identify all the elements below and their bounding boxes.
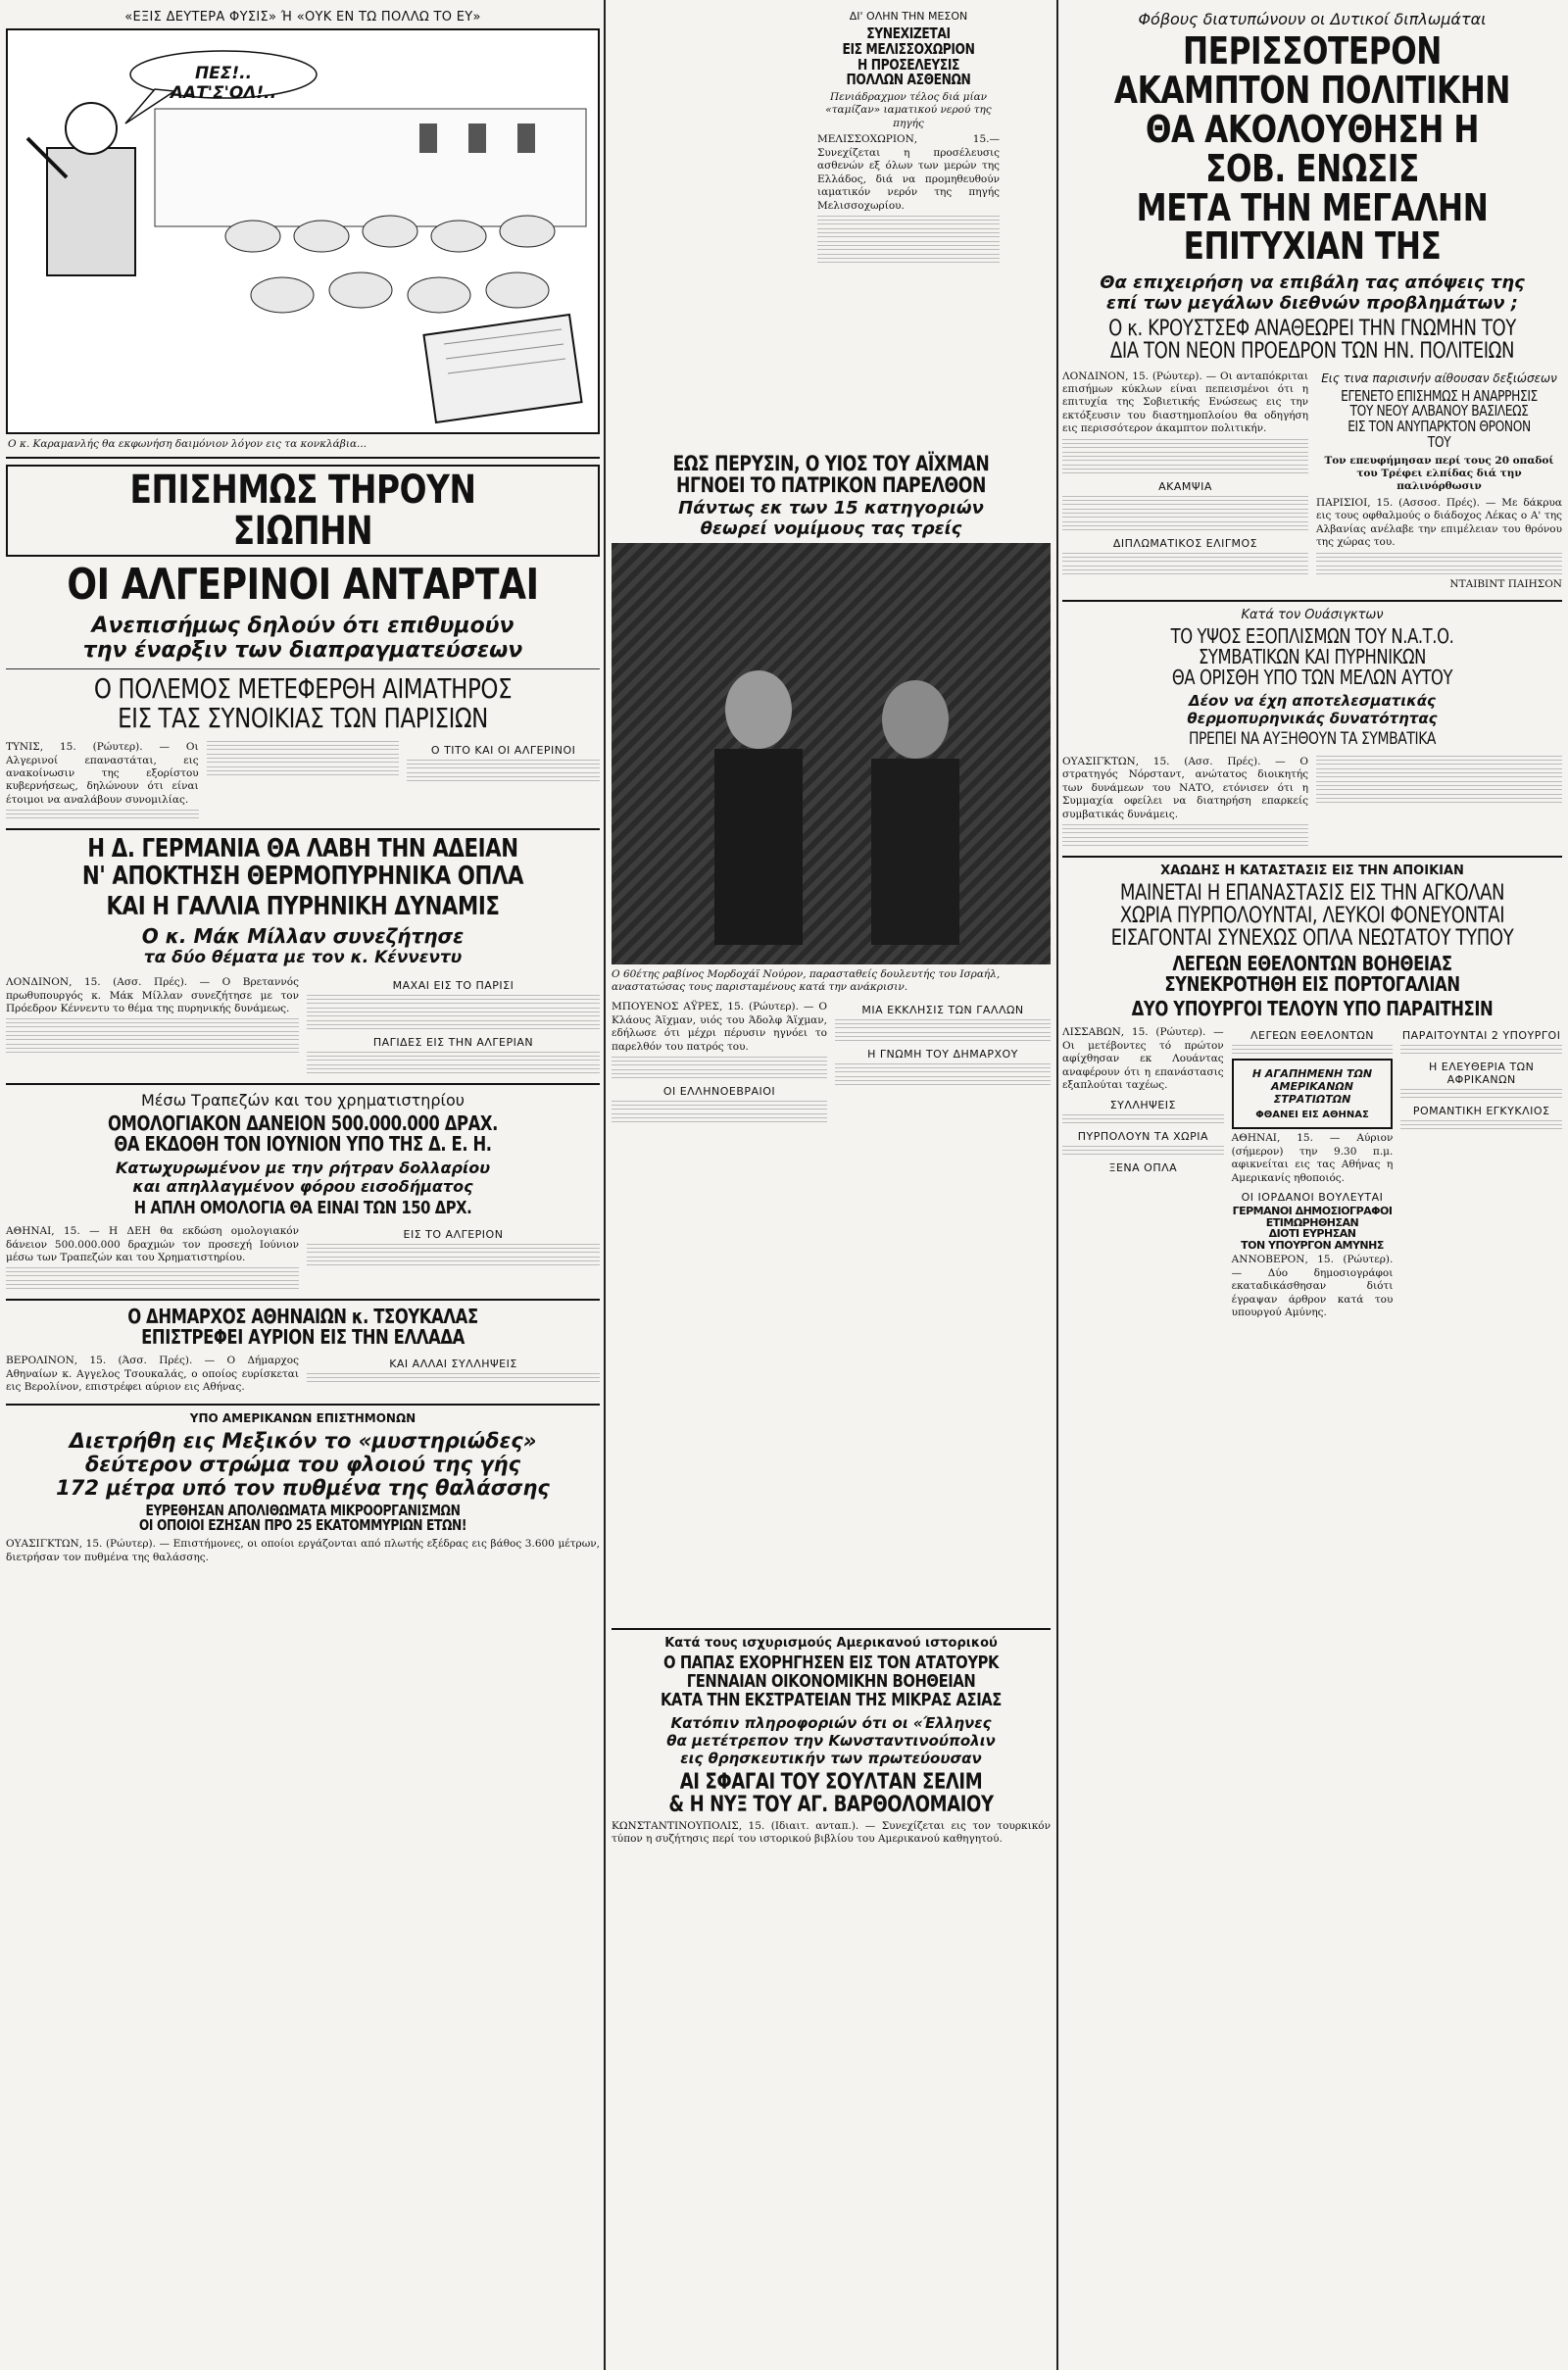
mexico-body: ΟΥΑΣΙΓΚΤΩΝ, 15. (Ρώυτερ). — Επιστήμονες, οι οποίοι εργάζονται από πλωτής εξέδρας εις βάθος 3.600 μέτρων, διετρήσαν τον πυθμένα της θαλάσσης. (6, 1538, 600, 1563)
algeria-sub2-2: ΕΙΣ ΤΑΣ ΣΥΝΟΙΚΙΑΣ ΤΩΝ ΠΑΡΙΣΙΩΝ (118, 701, 488, 734)
germany-body: ΛΟΝΔΙΝΟΝ, 15. (Ασσ. Πρές). — Ο Βρεταννός πρωθυπουργός κ. Μάκ Μίλλαν συνεζήτησε με τον Πρόεδρον Κέννεντυ το θέμα της πυρηνικής δυνάμεως. (6, 976, 299, 1015)
soviet-headline-3: ΜΕΤΑ ΤΗΝ ΜΕΓΑΛΗΝ ΕΠΙΤΥΧΙΑΝ ΤΗΣ (1136, 185, 1489, 269)
algeria-headline-box (6, 465, 600, 557)
eichmann-photo (612, 543, 1051, 964)
angola-iordan-heading: ΟΙ ΙΟΡΔΑΝΟΙ ΒΟΥΛΕΥΤΑΙ (1241, 1191, 1384, 1205)
papas-sub-3: εις θρησκευτικήν των πρωτεύουσαν (680, 1749, 982, 1767)
nato-headline-2: ΣΥΜΒΑΤΙΚΩΝ ΚΑΙ ΠΥΡΗΝΙΚΩΝ (1198, 645, 1427, 669)
nato-headline-1: ΤΟ ΥΨΟΣ ΕΞΟΠΛΙΣΜΩΝ ΤΟΥ Ν.Α.Τ.Ο. (1170, 624, 1454, 649)
algeria-columns (6, 738, 600, 822)
algeria-machai-heading: ΜΑΧΑΙ ΕΙΣ ΤΟ ΠΑΡΙΣΙ (392, 979, 514, 993)
algeria-body: ΤΥΝΙΣ, 15. (Ρώυτερ). — Οι Αλγερινοί επαναστάται, εις ανακοίνωσιν της εξορίστου κυβερνήσεως, δηλώνουν ότι είναι έτοιμοι να αναλάβουν συνομιλίας. (6, 741, 199, 806)
soviet-diplo-heading: ΔΙΠΛΩΜΑΤΙΚΟΣ ΕΛΙΓΜΟΣ (1112, 536, 1258, 550)
germany-columns (6, 973, 600, 1077)
germany-headline-2: Ν' ΑΠΟΚΤΗΣΗ ΘΕΡΜΟΠΥΡΗΝΙΚΑ ΟΠΛΑ (81, 861, 524, 891)
angola-romantiki-heading: ΡΟΜΑΝΤΙΚΗ ΕΓΚΥΚΛΙΟΣ (1412, 1105, 1550, 1118)
soviet-sub2-2: ΔΙΑ ΤΟΝ ΝΕΟΝ ΠΡΟΕΔΡΟΝ ΤΩΝ ΗΝ. ΠΟΛΙΤΕΙΩΝ (1109, 339, 1515, 365)
germany-sub-2: τα δύο θέματα με τον κ. Κέννεντυ (143, 948, 463, 968)
melisso-block (817, 6, 1000, 267)
loan-headline-1: ΟΜΟΛΟΓΙΑΚΟΝ ΔΑΝΕΙΟΝ 500.000.000 ΔΡΑΧ. (108, 1111, 498, 1136)
albania-headline-2: ΤΟΥ ΝΕΟΥ ΑΛΒΑΝΟΥ ΒΑΣΙΛΕΩΣ (1349, 402, 1529, 420)
algeria-sub-1: Ανεπισήμως δηλούν ότι επιθυμούν (91, 614, 514, 639)
loan-kicker: Μέσω Τραπεζών και του χρηματιστηρίου (140, 1091, 466, 1111)
mexico-headline-2: δεύτερον στρώμα του φλοιού της γής (84, 1452, 521, 1476)
melisso-sub: Πενιάδραχμον τέλος διά μίαν «ταμίζαν» ιαματικού νερού της πηγής (825, 91, 992, 129)
melisso-headline-4: ΠΟΛΛΩΝ ΑΣΘΕΝΩΝ (846, 71, 971, 89)
loan-body: ΑΘΗΝΑΙ, 15. — Η ΔΕΗ θα εκδώση ομολογιακόν δάνειον 500.000.000 δραχμών τον προσεχή Ιούνιον μέσω των Τραπεζών και του Χρηματιστηρίου. (6, 1225, 299, 1263)
eichmann-ellin-heading: ΟΙ ΕΛΛΗΝΟΕΒΡΑΙΟΙ (662, 1085, 776, 1099)
albania-sub: Τον επευφήμησαν περί τους 20 οπαδοί του Τρέφει ελπίδας διά την παλινόρθωσιν (1324, 454, 1554, 493)
eichmann-sub-2: θεωρεί νομίμους τας τρείς (700, 518, 962, 540)
loan-sub-2: και απηλλαγμένον φόρου εισοδήματος (132, 1177, 473, 1197)
papas-headline-1: Ο ΠΑΠΑΣ ΕΧΟΡΗΓΗΣΕΝ ΕΙΣ ΤΟΝ ΑΤΑΤΟΥΡΚ (662, 1653, 1000, 1673)
mexico-kicker: ΥΠΟ ΑΜΕΡΙΚΑΝΩΝ ΕΠΙΣΤΗΜΟΝΩΝ (189, 1410, 416, 1425)
soviet-sub2-1: Ο κ. ΚΡΟΥΣΤΣΕΦ ΑΝΑΘΕΩΡΕΙ ΤΗΝ ΓΝΩΜΗΝ ΤΟΥ (1108, 317, 1516, 342)
soviet-kicker: Φόβους διατυπώνουν οι Δυτικοί διπλωμάται (1138, 10, 1487, 28)
eichmann-photo-figures (612, 543, 1051, 964)
eichmann-gnomi-heading: Η ΓΝΩΜΗ ΤΟΥ ΔΗΜΑΡΧΟΥ (867, 1048, 1018, 1062)
col-left (6, 0, 600, 2370)
melisso-body: ΜΕΛΙΣΣΟΧΩΡΙΟΝ, 15.— Συνεχίζεται η προσέλευσις ασθενών εξ όλων των μερών της Ελλάδος, διά να προμηθευθούν ιαματικόν νερόν της πηγής Μελισσοχωρίου. (817, 133, 1000, 212)
algeria-kai-heading: ΚΑΙ ΑΛΛΑΙ ΣΥΛΛΗΨΕΙΣ (389, 1358, 517, 1371)
eichmann-caption: Ο 60έτης ραβίνος Μορδοχάϊ Νούρον, παρασταθείς δουλευτής του Ισραήλ, αναστατώσας τους παρισταμένους κατά την ανάκρισιν. (612, 968, 1001, 994)
loan-columns (6, 1222, 600, 1293)
papas-kicker: Κατά τους ισχυρισμούς Αμερικανού ιστορικού (664, 1636, 998, 1651)
angola-pyr-heading: ΠΥΡΠΟΛΟΥΝ ΤΑ ΧΩΡΙΑ (1077, 1129, 1208, 1143)
algeria-trap-heading: ΠΑΓΙΔΕΣ ΕΙΣ ΤΗΝ ΑΛΓΕΡΙΑΝ (372, 1036, 534, 1050)
albania-signature: ΝΤΑΙΒΙΝΤ ΠΑΙΗΣΟΝ (1449, 577, 1562, 590)
stratiotes-sub: ΦΘΑΝΕΙ ΕΙΣ ΑΘΗΝΑΣ (1255, 1110, 1369, 1121)
stratiotes-kicker: Η ΑΓΑΠΗΜΕΝΗ ΤΩΝ ΑΜΕΡΙΚΑΝΩΝ ΣΤΡΑΤΙΩΤΩΝ (1251, 1067, 1373, 1107)
nato-headline-3: ΘΑ ΟΡΙΣΘΗ ΥΠΟ ΤΩΝ ΜΕΛΩΝ ΑΥΤΟΥ (1171, 666, 1453, 690)
journalists-headline-1: ΓΕΡΜΑΝΟΙ ΔΗΜΟΣΙΟΓΡΑΦΟΙ (1232, 1205, 1393, 1218)
melisso-headline-1: ΣΥΝΕΧΙΖΕΤΑΙ (866, 25, 951, 42)
angola-paraitisi-heading: ΠΑΡΑΙΤΟΥΝΤΑΙ 2 ΥΠΟΥΡΓΟΙ (1401, 1029, 1561, 1043)
angola-columns (1062, 1023, 1562, 1322)
melisso-headline-2: ΕΙΣ ΜΕΛΙΣΣΟΧΩΡΙΟΝ (842, 39, 975, 58)
papas-sub2-2: & Η ΝΥΞ ΤΟΥ ΑΓ. ΒΑΡΘΟΛΟΜΑΙΟΥ (668, 1792, 994, 1817)
mayor-headline-2: ΕΠΙΣΤΡΕΦΕΙ ΑΥΡΙΟΝ ΕΙΣ ΤΗΝ ΕΛΛΑΔΑ (141, 1325, 465, 1350)
nato-columns (1062, 753, 1562, 850)
angola-zena-heading: ΞΕΝΑ ΟΠΛΑ (1108, 1160, 1178, 1174)
angola-body: ΛΙΣΣΑΒΩΝ, 15. (Ρώυτερ). — Οι μετέβοντες τό πρώτον αφίχθησαν εκ Λουάντας αναφέρουν ότι η επανάστασις εξαπλούται ταχέως. (1062, 1026, 1224, 1092)
angola-syll-heading: ΣΥΛΛΗΨΕΙΣ (1109, 1098, 1176, 1111)
cartoon-speech: ΠΕΣ!.. ΑΑΤ'Σ'ΟΛ!.. (170, 64, 277, 103)
col-middle (612, 0, 1051, 2370)
albania-kicker: Εις τινα παρισινήν αίθουσαν δεξιώσεων (1321, 370, 1557, 385)
nato-sub2: ΠΡΕΠΕΙ ΝΑ ΑΥΞΗΘΟΥΝ ΤΑ ΣΥΜΒΑΤΙΚΑ (1188, 729, 1437, 750)
mexico-headline-1: Διετρήθη εις Μεξικόν το «μυστηριώδες» (69, 1428, 537, 1453)
loan-sub2: Η ΑΠΛΗ ΟΜΟΛΟΓΙΑ ΘΑ ΕΙΝΑΙ ΤΩΝ 150 ΔΡΧ. (133, 1198, 472, 1219)
stratiotes-body: ΑΘΗΝΑΙ, 15. — Αύριον (σήμερον) την 9.30 π.μ. αφικνείται εις τας Αθήνας η Αμερικανίς ηθοποιός. (1231, 1132, 1394, 1184)
journalists-body: ΑΝΝΟΒΕΡΟΝ, 15. (Ρώυτερ). — Δύο δημοσιογράφοι εκαταδικάσθησαν διότι έγραψαν άρθρον κατά του υπουργού Αμύνης. (1231, 1254, 1394, 1319)
papas-sub2-1: ΑΙ ΣΦΑΓΑΙ ΤΟΥ ΣΟΥΛΤΑΝ ΣΕΛΙΜ (679, 1769, 983, 1795)
eichmann-sub-1: Πάντως εκ των 15 κατηγοριών (678, 498, 984, 519)
mexico-sub-1: ΕΥΡΕΘΗΣΑΝ ΑΠΟΛΙΘΩΜΑΤΑ ΜΙΚΡΟΟΡΓΑΝΙΣΜΩΝ (145, 1501, 461, 1519)
germany-headline-1: Η Δ. ΓΕΡΜΑΝΙΑ ΘΑ ΛΑΒΗ ΤΗΝ ΑΔΕΙΑΝ (87, 834, 518, 864)
algeria-sub-2: την έναρξιν των διαπραγματεύσεων (82, 638, 523, 664)
angola-headline-3: ΕΙΣΑΓΟΝΤΑΙ ΣΥΝΕΧΩΣ ΟΠΛΑ ΝΕΩΤΑΤΟΥ ΤΥΠΟΥ (1110, 926, 1514, 952)
nato-kicker: Κατά τον Ουάσιγκτων (1241, 608, 1384, 623)
eichmann-headline-1: ΕΩΣ ΠΕΡΥΣΙΝ, Ο ΥΙΟΣ ΤΟΥ ΑΪΧΜΑΝ (672, 452, 990, 475)
soviet-columns (1062, 368, 1562, 595)
eichmann-columns (612, 998, 1051, 1126)
algeria-algerion-heading: ΕΙΣ ΤΟ ΑΛΓΕΡΙΟΝ (403, 1228, 504, 1242)
cartoon-illustration (6, 28, 600, 434)
journalists-headline-4: ΤΟΝ ΥΠΟΥΡΓΟΝ ΑΜΥΝΗΣ (1241, 1238, 1384, 1252)
algeria-headline-2: ΟΙ ΑΛΓΕΡΙΝΟΙ ΑΝΤΑΡΤΑΙ (67, 560, 539, 611)
soviet-sub-2: επί των μεγάλων διεθνών προβλημάτων ; (1106, 293, 1518, 315)
soviet-akamptia-heading: ΑΚΑΜΨΙΑ (1158, 479, 1212, 493)
papas-headline-2: ΓΕΝΝΑΙΑΝ ΟΙΚΟΝΟΜΙΚΗΝ ΒΟΗΘΕΙΑΝ (686, 1670, 976, 1692)
mexico-headline-3: 172 μέτρα υπό τον πυθμένα της θαλάσσης (56, 1475, 550, 1500)
mayor-body: ΒΕΡΟΛΙΝΟΝ, 15. (Άσσ. Πρές). — Ο Δήμαρχος Αθηναίων κ. Αγγελος Τσουκαλάς, ο οποίος ευρίσκεται εις Βερολίνον, επιστρέφει αύριον εις Αθήνας. (6, 1355, 299, 1394)
papas-headline-3: ΚΑΤΑ ΤΗΝ ΕΚΣΤΡΑΤΕΙΑΝ ΤΗΣ ΜΙΚΡΑΣ ΑΣΙΑΣ (661, 1689, 1002, 1710)
papas-body: ΚΩΝΣΤΑΝΤΙΝΟΥΠΟΛΙΣ, 15. (Ιδιαιτ. ανταπ.). — Συνεχίζεται εις τον τουρκικόν τύπον η συζήτησις περί του ιστορικού βιβλίου του Αμερικανού καθηγητού. (612, 1819, 1051, 1846)
journalists-headline-2: ΕΤΙΜΩΡΗΘΗΣΑΝ (1265, 1215, 1359, 1229)
stratiotes-box (1232, 1059, 1394, 1129)
angola-headline-2: ΧΩΡΙΑ ΠΥΡΠΟΛΟΥΝΤΑΙ, ΛΕΥΚΟΙ ΦΟΝΕΥΟΝΤΑΙ (1119, 904, 1505, 929)
mayor-headline-1: Ο ΔΗΜΑΡΧΟΣ ΑΘΗΝΑΙΩΝ κ. ΤΣΟΥΚΑΛΑΣ (127, 1305, 478, 1329)
albania-body: ΠΑΡΙΣΙΟΙ, 15. (Ασσοσ. Πρές). — Με δάκρυα εις τους οφθαλμούς ο διάδοχος Λέκας ο Α' της Αλβανίας ανέλαβε την επιμέλειαν του θρόνου της χώρας του. (1316, 496, 1562, 549)
journalists-headline-3: ΔΙΟΤΙ ΕΥΡΗΣΑΝ (1268, 1227, 1356, 1241)
papas-block (612, 1622, 1051, 1850)
melisso-kicker: ΔΙ' ΟΛΗΝ ΤΗΝ ΜΕΣΟΝ (849, 10, 968, 23)
algeria-headline-1: ΕΠΙΣΗΜΩΣ ΤΗΡΟΥΝ ΣΙΩΠΗΝ (129, 468, 476, 555)
soviet-headline-2: ΘΑ ΑΚΟΛΟΥΘΗΣΗ Η ΣΟΒ. ΕΝΩΣΙΣ (1145, 107, 1480, 190)
algeria-tito-heading: Ο ΤΙΤΟ ΚΑΙ ΟΙ ΑΛΓΕΡΙΝΟΙ (430, 744, 576, 758)
angola-eleftheria-heading: Η ΕΛΕΥΘΕΡΙΑ ΤΩΝ ΑΦΡΙΚΑΝΩΝ (1429, 1061, 1535, 1087)
loan-sub-1: Κατωχυρωμένον με την ρήτραν δολλαρίου (115, 1159, 491, 1178)
nato-body: ΟΥΑΣΙΓΚΤΩΝ, 15. (Ασσ. Πρές). — Ο στρατηγός Νόρσταντ, ανώτατος διοικητής των δυνάμεων του ΝΑΤΟ, ετόνισεν ότι η Συμμαχία οφείλει να διατηρήση επαρκείς συμβατικάς δυνάμεις. (1062, 755, 1308, 820)
papas-sub-1: Κατόπιν πληροφοριών ότι οι «Έλληνες (670, 1713, 992, 1732)
germany-sub-1: Ο κ. Μάκ Μίλλαν συνεζήτησε (141, 924, 465, 949)
cartoon-title: «ΕΞΙΣ ΔΕΥΤΕΡΑ ΦΥΣΙΣ» Ή «ΟΥΚ ΕΝ ΤΩ ΠΟΛΛΩ ΤΟ ΕΥ» (124, 10, 481, 25)
melisso-headline-3: Η ΠΡΟΣΕΛΕΥΣΙΣ (857, 55, 960, 74)
soviet-headline-1: ΠΕΡΙΣΣΟΤΕΡΟΝ ΑΚΑΜΠΤΟΝ ΠΟΛΙΤΙΚΗΝ (1113, 29, 1511, 112)
albania-headline-3: ΕΙΣ ΤΟΝ ΑΝΥΠΑΡΚΤΟΝ ΘΡΟΝΟΝ ΤΟΥ (1348, 418, 1531, 451)
cartoon-drawing (8, 30, 600, 432)
eichmann-block (612, 453, 1051, 1126)
nato-sub-1: Δέον να έχη αποτελεσματικάς (1189, 692, 1436, 711)
angola-sub-1: ΛΕΓΕΩΝ ΕΘΕΛΟΝΤΩΝ ΒΟΗΘΕΙΑΣ (1172, 952, 1452, 976)
angola-kicker: ΧΑΩΔΗΣ Η ΚΑΤΑΣΤΑΣΙΣ ΕΙΣ ΤΗΝ ΑΠΟΙΚΙΑΝ (1160, 864, 1464, 879)
col-right (1062, 0, 1562, 2370)
mayor-columns (6, 1352, 600, 1397)
angola-sub-2: ΣΥΝΕΚΡΟΤΗΘΗ ΕΙΣ ΠΟΡΤΟΓΑΛΙΑΝ (1164, 972, 1460, 997)
eichmann-galloi-heading: ΜΙΑ ΕΚΚΛΗΣΙΣ ΤΩΝ ΓΑΛΛΩΝ (861, 1004, 1024, 1017)
nato-sub-2: θερμοπυρηνικάς δυνατότητας (1187, 710, 1438, 728)
germany-headline-3: ΚΑΙ Η ΓΑΛΛΙΑ ΠΥΡΗΝΙΚΗ ΔΥΝΑΜΙΣ (106, 891, 500, 921)
algeria-sub2-1: Ο ΠΟΛΕΜΟΣ ΜΕΤΕΦΕΡΘΗ ΑΙΜΑΤΗΡΟΣ (93, 672, 513, 706)
albania-headline-1: ΕΓΕΝΕΤΟ ΕΠΙΣΗΜΩΣ Η ΑΝΑΡΡΗΣΙΣ (1341, 386, 1538, 405)
eichmann-body: ΜΠΟΥΕΝΟΣ ΑΫΡΕΣ, 15. (Ρώυτερ). — Ο Κλάους Άϊχμαν, υιός του Άδολφ Άϊχμαν, εδήλωσε ότι μέχρι πέρυσιν ηγνόει το παρελθόν του πατρός του. (612, 1001, 827, 1053)
soviet-sub-1: Θα επιχειρήση να επιβάλη τας απόψεις της (1100, 272, 1525, 294)
angola-sub2: ΔΥΟ ΥΠΟΥΡΓΟΙ ΤΕΛΟΥΝ ΥΠΟ ΠΑΡΑΙΤΗΣΙΝ (1131, 997, 1494, 1021)
soviet-body: ΛΟΝΔΙΝΟΝ, 15. (Ρώυτερ). — Οι ανταπόκριται επισήμων κύκλων είναι πεπεισμένοι ότι η επιτυχία της Σοβιετικής Ενώσεως εις την εκτόξευσιν του διαστημοπλοίου θα οδηγήση εις περισσότερον άκαμπτον πολιτικήν. (1062, 370, 1308, 435)
cartoon-caption: Ο κ. Καραμανλής θα εκφωνήση δαιμόνιον λόγον εις τα κονκλάβια... (8, 438, 368, 450)
angola-legeon-heading: ΛΕΓΕΩΝ ΕΘΕΛΟΝΤΩΝ (1250, 1029, 1375, 1043)
mexico-sub-2: ΟΙ ΟΠΟΙΟΙ ΕΖΗΣΑΝ ΠΡΟ 25 ΕΚΑΤΟΜΜΥΡΙΩΝ ΕΤΩΝ! (138, 1516, 467, 1535)
loan-headline-2: ΘΑ ΕΚΔΟΘΗ ΤΟΝ ΙΟΥΝΙΟΝ ΥΠΟ ΤΗΣ Δ. Ε. Η. (114, 1132, 492, 1157)
papas-sub-2: θα μετέτρεπον την Κωνσταντινούπολιν (666, 1731, 996, 1750)
eichmann-headline-2: ΗΓΝΟΕΙ ΤΟ ΠΑΤΡΙΚΟΝ ΠΑΡΕΛΘΟΝ (676, 473, 986, 498)
angola-headline-1: ΜΑΙΝΕΤΑΙ Η ΕΠΑΝΑΣΤΑΣΙΣ ΕΙΣ ΤΗΝ ΑΓΚΟΛΑΝ (1119, 881, 1505, 907)
